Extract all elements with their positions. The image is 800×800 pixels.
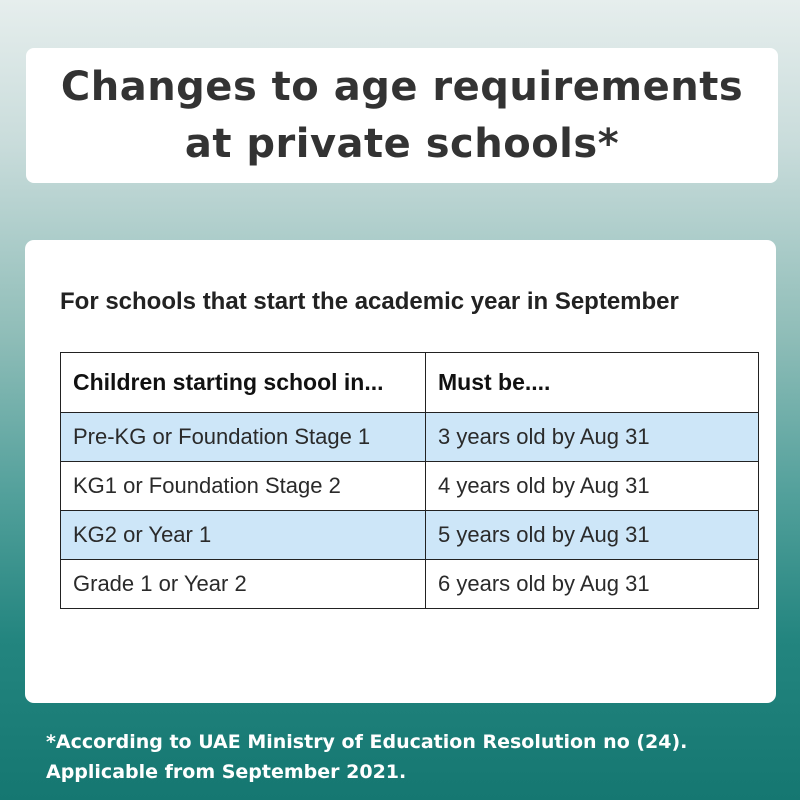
footnote-line-2: Applicable from September 2021. [46, 761, 407, 783]
title-card [26, 48, 778, 183]
footnote-line-1: *According to UAE Ministry of Education Resolution no (24). [46, 731, 688, 753]
age-requirements-table [60, 352, 759, 609]
stage-cell: KG1 or Foundation Stage 2 [61, 462, 426, 511]
age-cell: 5 years old by Aug 31 [426, 511, 759, 560]
table-row [61, 462, 759, 511]
table-subtitle: For schools that start the academic year in September [60, 288, 679, 315]
content-card [25, 240, 776, 703]
stage-cell: KG2 or Year 1 [61, 511, 426, 560]
age-cell: 6 years old by Aug 31 [426, 560, 759, 609]
column-header-age: Must be.... [426, 353, 759, 413]
table-row [61, 413, 759, 462]
table-header-row [61, 353, 759, 413]
age-cell: 3 years old by Aug 31 [426, 413, 759, 462]
page-title: Changes to age requirements at private schools* [60, 63, 744, 167]
table-row [61, 511, 759, 560]
age-cell: 4 years old by Aug 31 [426, 462, 759, 511]
footnote [46, 727, 766, 787]
stage-cell: Grade 1 or Year 2 [61, 560, 426, 609]
column-header-stage: Children starting school in... [61, 353, 426, 413]
table-row [61, 560, 759, 609]
stage-cell: Pre-KG or Foundation Stage 1 [61, 413, 426, 462]
